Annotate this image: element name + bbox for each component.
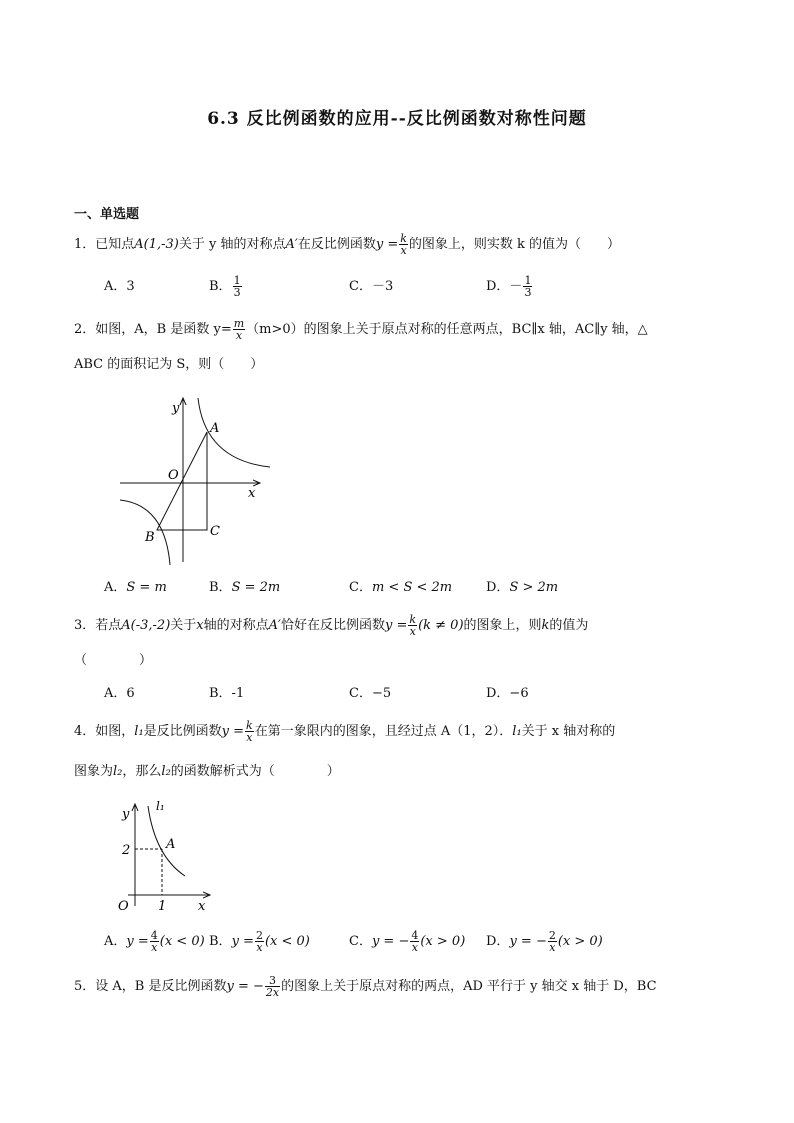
section-heading: 一、单选题 bbox=[74, 207, 140, 222]
fraction: $\frac{3}{2x}$ bbox=[265, 974, 280, 999]
figure-hyperbola-abc bbox=[110, 390, 280, 568]
label-b: B bbox=[145, 530, 155, 545]
q4-option-b: B．y = $\frac{2}{x}$ (x < 0) bbox=[209, 929, 310, 954]
label-a: A bbox=[166, 837, 176, 852]
label-x: x bbox=[198, 899, 206, 914]
question-2: 2．如图，A，B 是函数 y= $\frac{m}{x}$ （m>0）的图象上关于原点对称的任意两点，BC∥x 轴，AC∥y 轴，△ bbox=[74, 317, 648, 342]
page-title: 6.3 反比例函数的应用--反比例函数对称性问题 bbox=[207, 109, 587, 129]
q1-option-b: B． $\frac{1}{3}$ bbox=[209, 274, 241, 299]
question-3: 3．若点A(-3,-2)关于x轴的对称点A′恰好在反比例函数y = $\frac{k}{x}$ (k ≠ 0)的图象上，则k的值为 bbox=[74, 613, 589, 638]
q2-option-c: C．m < S < 2m bbox=[349, 580, 453, 595]
q4-option-c: C．y = − $\frac{4}{x}$ (x > 0) bbox=[349, 929, 466, 954]
fraction: $\frac{k}{x}$ bbox=[400, 232, 407, 257]
label-o: O bbox=[118, 899, 129, 914]
fraction: $\frac{k}{x}$ bbox=[409, 613, 417, 638]
label-o: O bbox=[168, 468, 179, 483]
label-l1: l₁ bbox=[156, 799, 165, 813]
figure-l1-graph bbox=[110, 796, 220, 918]
label-1: 1 bbox=[158, 899, 167, 914]
question-5: 5．设 A，B 是反比例函数y = − $\frac{3}{2x}$ 的图象上关于原点对称的两点，AD 平行于 y 轴交 x 轴于 D，BC bbox=[74, 974, 657, 999]
label-y: y bbox=[122, 807, 130, 822]
label-c: C bbox=[210, 524, 220, 539]
label-x: x bbox=[248, 486, 256, 501]
triangle-abc bbox=[157, 432, 207, 530]
hyperbola-branch-1 bbox=[198, 398, 270, 467]
question-1: 1．已知点A(1,-3)关于 y 轴的对称点A′在反比例函数y = $\frac{k}{x}$ 的图象上，则实数 k 的值为（ ） bbox=[74, 232, 621, 257]
q1-option-a: A．3 bbox=[104, 279, 135, 294]
question-2-line-2: ABC 的面积记为 S，则（ ） bbox=[74, 357, 264, 372]
question-4: 4．如图，l₁是反比例函数y = $\frac{k}{x}$ 在第一象限内的图象，且经过点 A（1，2）．l₁关于 x 轴对称的 bbox=[74, 719, 616, 744]
question-4-line-2: 图象为l₂，那么l₂的函数解析式为（ ） bbox=[74, 764, 340, 779]
fraction: $\frac{m}{x}$ bbox=[233, 317, 245, 342]
q2-option-a: A．S = m bbox=[104, 580, 167, 595]
q2-option-d: D．S > 2m bbox=[486, 580, 559, 595]
q1-option-d: D．－ $\frac{1}{3}$ bbox=[486, 274, 532, 299]
q1-option-c: C．－3 bbox=[349, 279, 394, 294]
q4-option-d: D．y = − $\frac{2}{x}$ (x > 0) bbox=[486, 929, 603, 954]
q2-option-b: B．S = 2m bbox=[209, 580, 281, 595]
q4-option-a: A．y = $\frac{4}{x}$ (x < 0) bbox=[104, 929, 205, 954]
question-3-line-2: （ ） bbox=[74, 653, 153, 668]
label-a: A bbox=[210, 421, 220, 436]
label-2: 2 bbox=[122, 843, 131, 858]
q3-option-d: D．−6 bbox=[486, 686, 529, 701]
q3-option-a: A．6 bbox=[104, 686, 135, 701]
q3-option-c: C．−5 bbox=[349, 686, 392, 701]
q3-option-b: B．-1 bbox=[209, 686, 245, 701]
fraction: $\frac{k}{x}$ bbox=[246, 719, 253, 744]
label-y: y bbox=[172, 401, 180, 416]
